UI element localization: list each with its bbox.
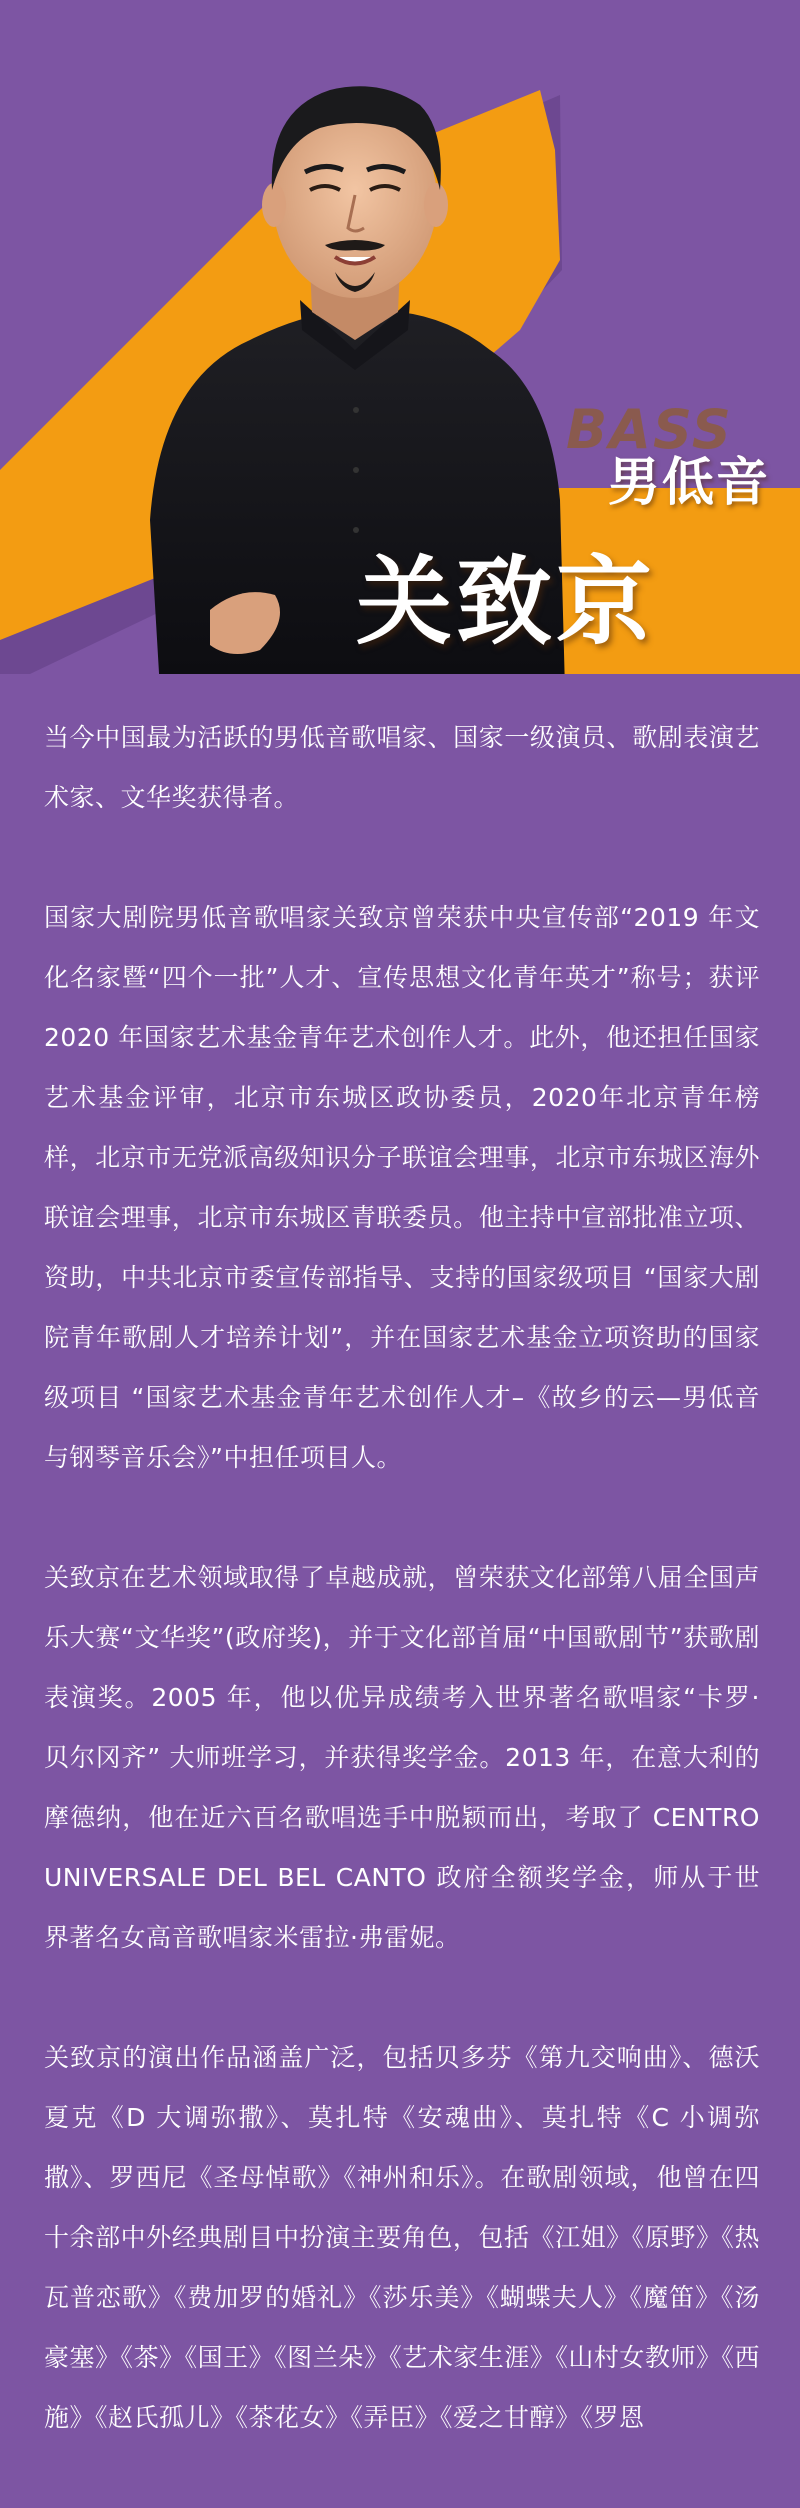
biography [44,708,760,2508]
artist-name: 关致京 [356,546,656,658]
bio-paragraph-intro: 当今中国最为活跃的男低音歌唱家、国家一级演员、歌剧表演艺术家、文华奖获得者。 [44,723,760,812]
role-english-label: BASS [566,398,733,461]
role-title: 男低音 [607,453,770,513]
bio-paragraph-achievements: 关致京在艺术领域取得了卓越成就，曾荣获文化部第八届全国声乐大赛“文华奖”(政府奖)，并于文化部首届“中国歌剧节”获歌剧表演奖。2005 年，他以优异成绩考入世界著名歌唱家“卡罗· 贝尔冈齐” 大师班学习，并获得奖学金。2013 年，在意大利的摩德纳，他在近六百名歌唱选手中脱颖而出，考取了 CENTRO UNIVERSALE DEL BEL CANTO 政府全额奖学金，师从于世界著名女高音歌唱家米雷拉·弗雷妮。 [44,1563,760,1952]
hero-banner [0,0,800,674]
bio-paragraph-repertoire: 关致京的演出作品涵盖广泛，包括贝多芬《第九交响曲》、德沃夏克《D 大调弥撒》、莫扎特《安魂曲》、莫扎特《C 小调弥撒》、罗西尼《圣母悼歌》《神州和乐》。在歌剧领域，他曾在四十余部中外经典剧目中扮演主要角色，包括《江姐》《原野》《热瓦普恋歌》《费加罗的婚礼》《莎乐美》《蝴蝶夫人》《魔笛》《汤豪塞》《茶》《国王》《图兰朵》《艺术家生涯》《山村女教师》《西施》《赵氏孤儿》《茶花女》《弄臣》《爱之甘醇》《罗恩 [44,2043,760,2432]
bio-paragraph-honors: 国家大剧院男低音歌唱家关致京曾荣获中央宣传部“2019 年文化名家暨“四个一批”人才、宣传思想文化青年英才”称号；获评 2020 年国家艺术基金青年艺术创作人才。此外，他还担任国家艺术基金评审，北京市东城区政协委员，2020年北京青年榜样，北京市无党派高级知识分子联谊会理事，北京市东城区海外联谊会理事，北京市东城区青联委员。他主持中宣部批准立项、资助，中共北京市委宣传部指导、支持的国家级项目 “国家大剧院青年歌剧人才培养计划”，并在国家艺术基金立项资助的国家级项目 “国家艺术基金青年艺术创作人才–《故乡的云—男低音与钢琴音乐会》”中担任项目人。 [44,903,760,1472]
